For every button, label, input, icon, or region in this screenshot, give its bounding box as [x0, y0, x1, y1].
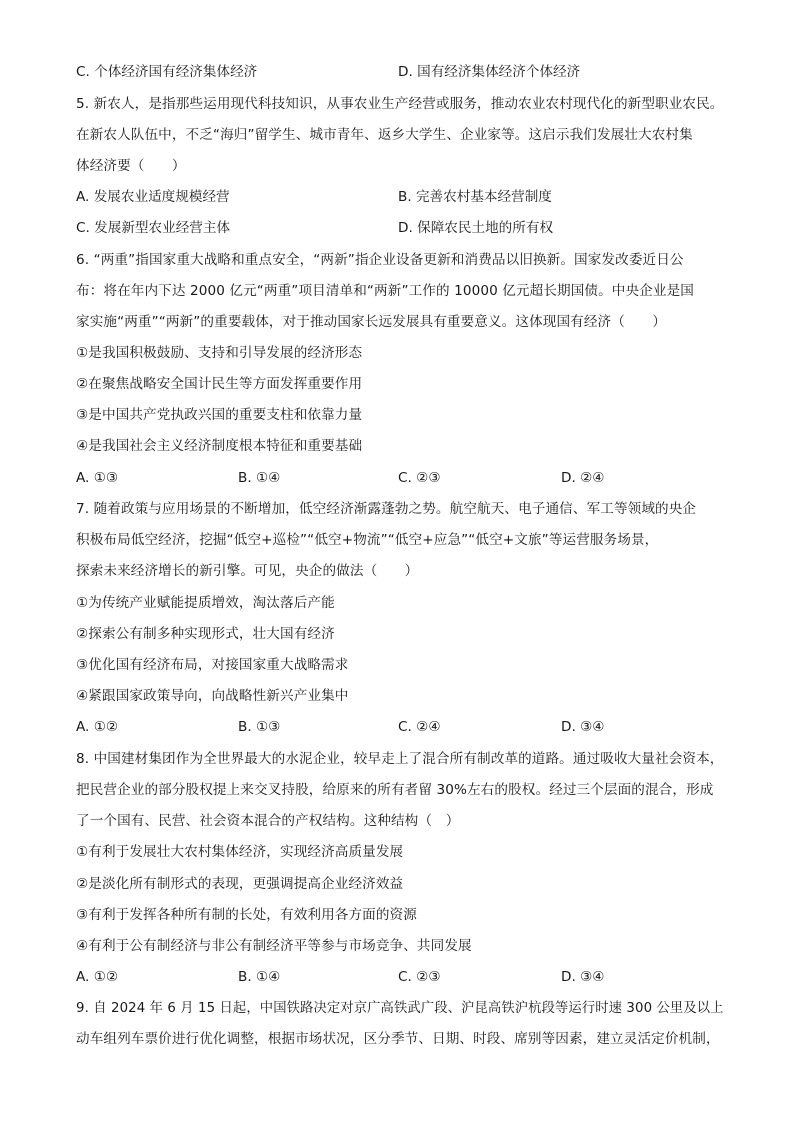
q8-option-b: B. ①④ [238, 969, 281, 985]
q7-statement-2: ②探索公有制多种实现形式，壮大国有经济 [76, 626, 335, 642]
q5-option-c: C. 发展新型农业经营主体 [76, 220, 231, 236]
q4-option-c: C. 个体经济国有经济集体经济 [76, 64, 258, 80]
q6-stem-line-2: 布：将在年内下达 2000 亿元“两重”项目清单和“两新”工作的 10000 亿元超长期国债。中央企业是国 [76, 283, 694, 299]
q8-option-a: A. ①② [76, 969, 119, 985]
q6-option-c: C. ②③ [398, 470, 441, 486]
q6-option-a: A. ①③ [76, 470, 119, 486]
q5-stem-line-2: 在新农人队伍中，不乏“海归”留学生、城市青年、返乡大学生、企业家等。这启示我们发展壮大农村集 [76, 127, 693, 143]
q7-stem-line-3: 探索未来经济增长的新引擎。可见，央企的做法（ ） [76, 563, 419, 579]
q7-statement-3: ③优化国有经济布局，对接国家重大战略需求 [76, 657, 349, 673]
q6-statement-3: ③是中国共产党执政兴国的重要支柱和依靠力量 [76, 407, 363, 423]
q6-statement-4: ④是我国社会主义经济制度根本特征和重要基础 [76, 438, 363, 454]
q7-statement-4: ④紧跟国家政策导向，向战略性新兴产业集中 [76, 688, 349, 704]
q7-option-c: C. ②④ [398, 719, 441, 735]
q7-statement-1: ①为传统产业赋能提质增效，淘汰落后产能 [76, 595, 335, 611]
q7-option-b: B. ①③ [238, 719, 281, 735]
q6-statement-2: ②在聚焦战略安全国计民生等方面发挥重要作用 [76, 376, 363, 392]
q8-statement-2: ②是淡化所有制形式的表现，更强调提高企业经济效益 [76, 876, 404, 892]
q8-stem-line-2: 把民营企业的部分股权提上来交叉持股，给原来的所有者留 30%左右的股权。经过三个层面的混合，形成 [76, 782, 714, 798]
q6-stem-line-3: 家实施“两重”“两新”的重要载体，对于推动国家长远发展具有重要意义。这体现国有经济（ ） [76, 314, 667, 330]
q5-stem-line-1: 5. 新农人，是指那些运用现代科技知识，从事农业生产经营或服务，推动农业农村现代化的新型职业农民。 [76, 96, 724, 112]
q9-stem-line-2: 动车组列车票价进行优化调整，根据市场状况，区分季节、日期、时段、席别等因素，建立灵活定价机制， [76, 1031, 720, 1047]
q7-option-a: A. ①② [76, 719, 119, 735]
q8-stem-line-3: 了一个国有、民营、社会资本混合的产权结构。这种结构（ ） [76, 813, 460, 829]
q5-option-b: B. 完善农村基本经营制度 [398, 189, 552, 205]
q8-statement-4: ④有利于公有制经济与非公有制经济平等参与市场竞争、共同发展 [76, 938, 472, 954]
q7-option-d: D. ③④ [561, 719, 605, 735]
q4-option-d: D. 国有经济集体经济个体经济 [398, 64, 581, 80]
q6-option-b: B. ①④ [238, 470, 281, 486]
q5-stem-line-3: 体经济要（ ） [76, 158, 186, 174]
q8-statement-1: ①有利于发展壮大农村集体经济，实现经济高质量发展 [76, 844, 404, 860]
q9-stem-line-1: 9. 自 2024 年 6 月 15 日起，中国铁路决定对京广高铁武广段、沪昆高铁沪杭段等运行时速 300 公里及以上 [76, 1000, 724, 1016]
q6-option-d: D. ②④ [561, 470, 605, 486]
q7-stem-line-1: 7. 随着政策与应用场景的不断增加，低空经济渐露蓬勃之势。航空航天、电子通信、军工等领域的央企 [76, 501, 697, 517]
q7-stem-line-2: 积极布局低空经济，挖掘“低空+巡检”“低空+物流”“低空+应急”“低空+文旅”等运营服务场景， [76, 532, 659, 548]
q8-stem-line-1: 8. 中国建材集团作为全世界最大的水泥企业，较早走上了混合所有制改革的道路。通过吸收大量社会资本， [76, 751, 724, 767]
q5-option-d: D. 保障农民土地的所有权 [398, 220, 554, 236]
q5-option-a: A. 发展农业适度规模经营 [76, 189, 230, 205]
q8-option-c: C. ②③ [398, 969, 441, 985]
q8-option-d: D. ③④ [561, 969, 605, 985]
q8-statement-3: ③有利于发挥各种所有制的长处，有效利用各方面的资源 [76, 907, 417, 923]
q6-stem-line-1: 6. “两重”指国家重大战略和重点安全，“两新”指企业设备更新和消费品以旧换新。国家发改委近日公 [76, 252, 684, 268]
q6-statement-1: ①是我国积极鼓励、支持和引导发展的经济形态 [76, 345, 363, 361]
